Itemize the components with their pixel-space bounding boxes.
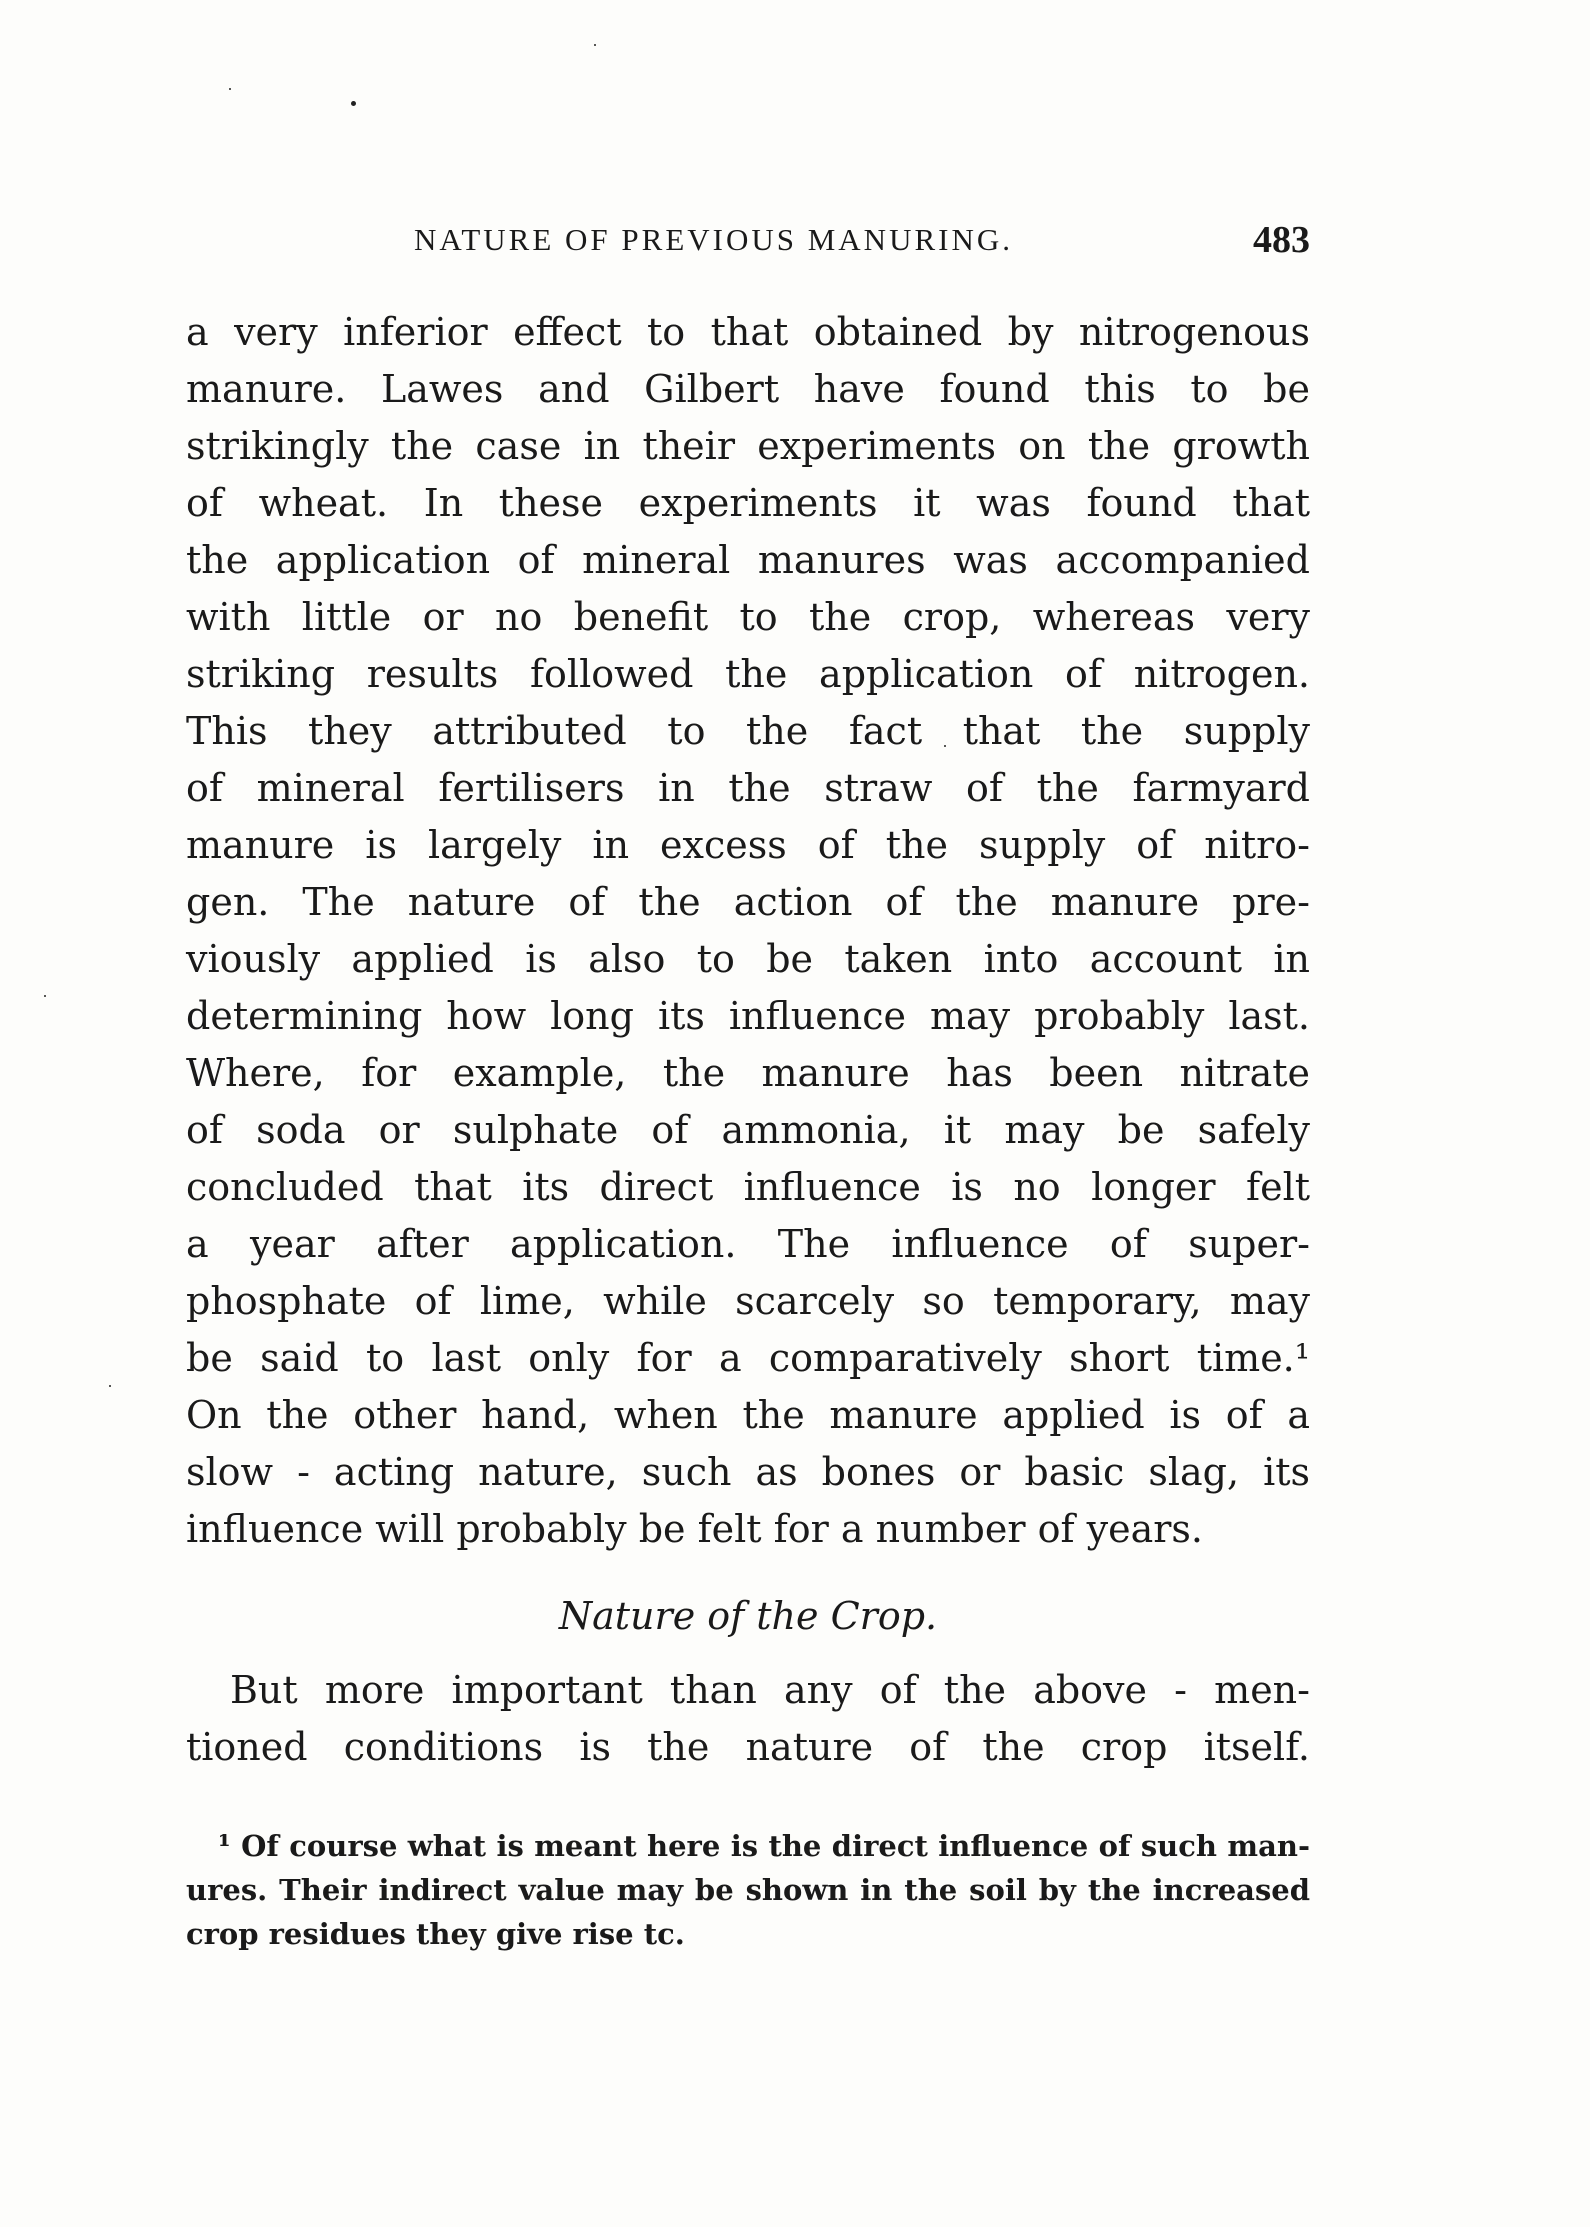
text-line: phosphate of lime, while scarcely so temporary, may [186,1279,1310,1323]
text-line: striking results followed the application of nitrogen. [186,652,1310,696]
text-line: of mineral fertilisers in the straw of the farmyard [186,766,1310,810]
text-line: Where, for example, the manure has been nitrate [186,1051,1310,1095]
text-line: viously applied is also to be taken into account in [186,937,1310,981]
footnote-line: crop residues they give rise tc. [186,1917,685,1951]
text-line: manure. Lawes and Gilbert have found this to be [186,367,1310,411]
text-line: a very inferior effect to that obtained by nitrogenous [186,310,1310,354]
footnote-line: ¹ Of course what is meant here is the direct influence of such man- [218,1829,1310,1863]
footnote [186,1824,1310,1956]
text-line: tioned conditions is the nature of the crop itself. [186,1725,1310,1769]
page-number: 483 [1253,219,1310,261]
print-speck [229,88,231,90]
text-line: This they attributed to the fact that the supply [186,709,1310,753]
text-line: manure is largely in excess of the supply of nitro- [186,823,1310,867]
text-line: influence will probably be felt for a number of years. [186,1507,1203,1551]
text-line: of wheat. In these experiments it was found that [186,481,1310,525]
footnote-line: ures. Their indirect value may be shown in the soil by the increased [186,1873,1310,1907]
text-line: On the other hand, when the manure applied is of a [186,1393,1310,1437]
print-speck [109,1385,111,1387]
text-line: be said to last only for a comparatively short time.¹ [186,1336,1310,1380]
text-line: But more important than any of the above - men- [230,1668,1310,1712]
text-line: determining how long its influence may probably last. [186,994,1310,1038]
print-speck [351,101,356,106]
text-line: a year after application. The influence of super- [186,1222,1310,1266]
text-line: of soda or sulphate of ammonia, it may be safely [186,1108,1310,1152]
print-speck [594,44,596,46]
text-line: concluded that its direct influence is no longer felt [186,1165,1310,1209]
text-line: the application of mineral manures was accompanied [186,538,1310,582]
section-heading: Nature of the Crop. [558,1594,938,1638]
print-speck [44,995,46,997]
text-line: with little or no benefit to the crop, whereas very [186,595,1310,639]
section-paragraph [186,1662,1310,1776]
text-line: strikingly the case in their experiments on the growth [186,424,1310,468]
text-line: gen. The nature of the action of the manure pre- [186,880,1310,924]
body-paragraph [186,304,1310,1558]
text-line: slow - acting nature, such as bones or basic slag, its [186,1450,1310,1494]
running-head [186,219,1310,272]
running-title: NATURE OF PREVIOUS MANURING. [414,222,1013,257]
